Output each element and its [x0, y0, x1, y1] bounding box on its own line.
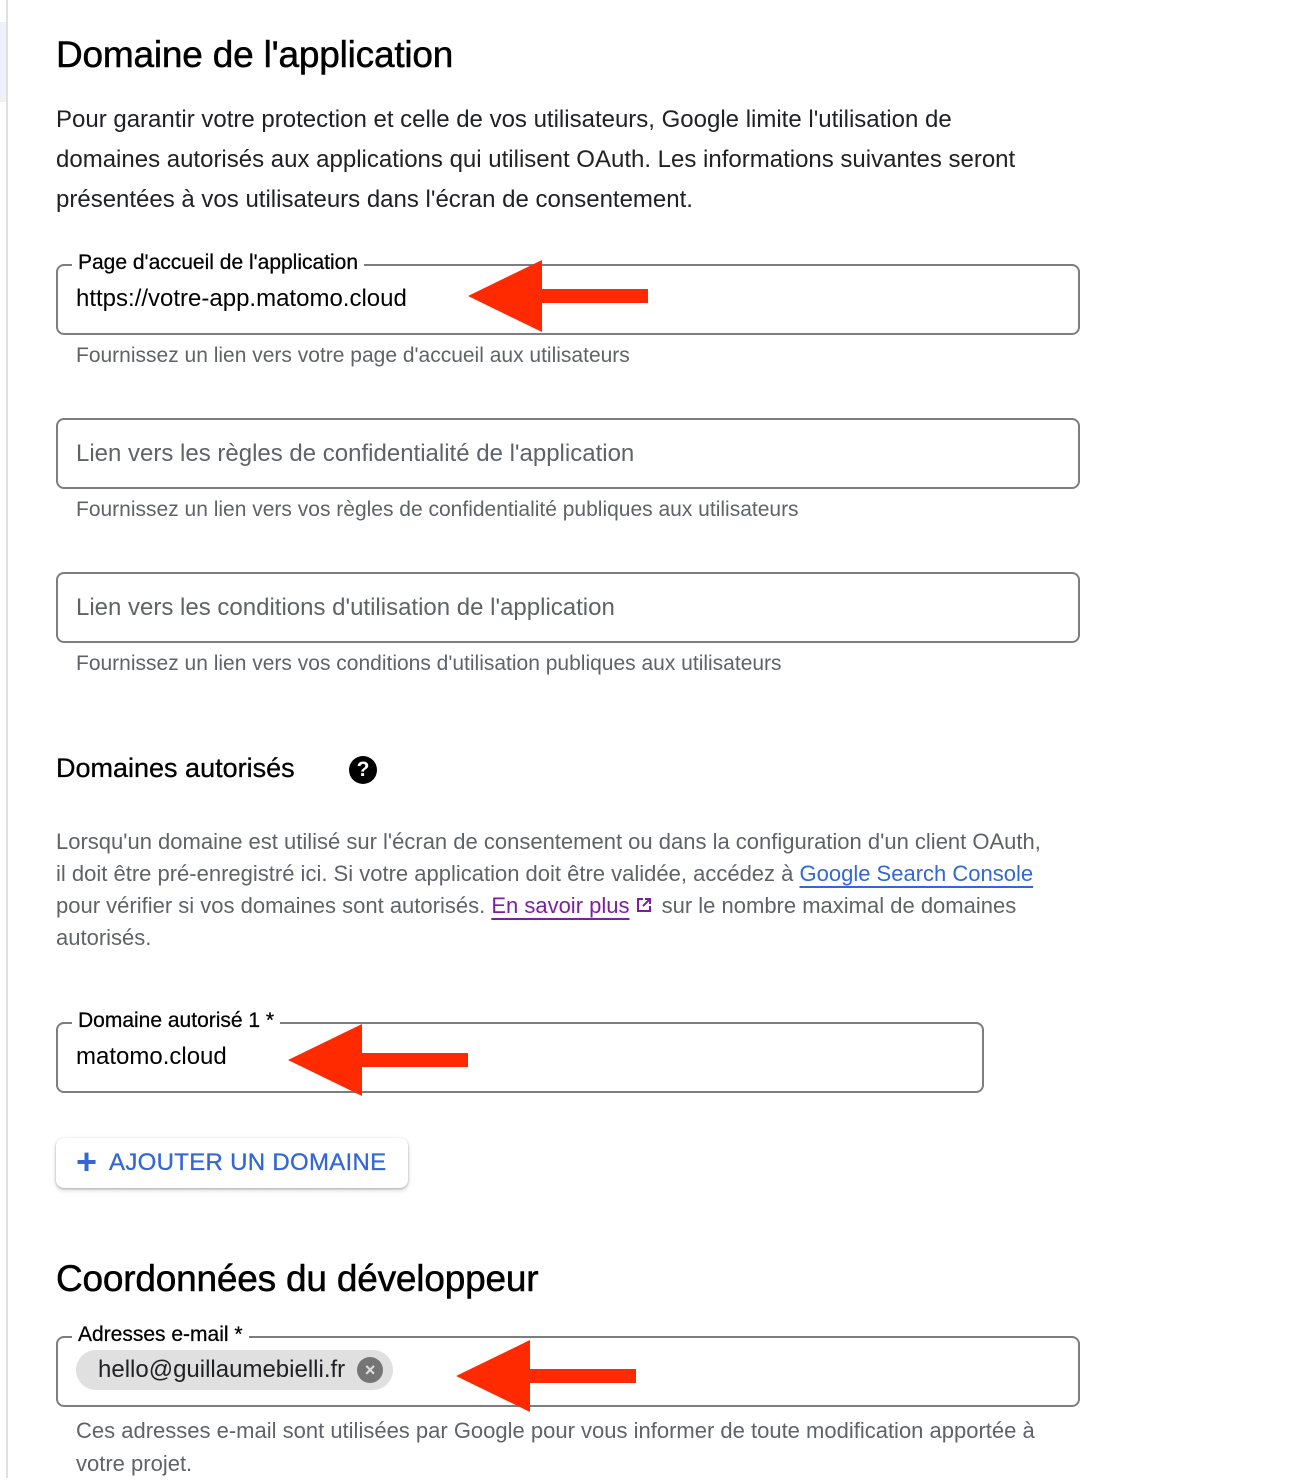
homepage-field-label: Page d'accueil de l'application [72, 251, 364, 275]
app-domain-intro: Pour garantir votre protection et celle de vos utilisateurs, Google limite l'utilisation de domaines autorisés aux applications qui utilisent OAuth. Les informations suivantes seront présentées à vos utilisateurs dans l'écran de consentement. [56, 106, 1016, 213]
homepage-input[interactable]: https://votre-app.matomo.cloud [76, 285, 407, 312]
developer-email-label: Adresses e-mail * [72, 1323, 249, 1347]
left-rail-highlight [0, 22, 6, 102]
privacy-policy-input[interactable]: Lien vers les règles de confidentialité de l'application [76, 440, 635, 467]
terms-of-service-hint: Fournissez un lien vers vos conditions d'utilisation publiques aux utilisateurs [76, 652, 782, 675]
external-link-icon [634, 895, 654, 915]
add-domain-button[interactable] [56, 1138, 408, 1188]
authorized-domains-description [56, 826, 1056, 954]
add-domain-button-label: AJOUTER UN DOMAINE [109, 1149, 387, 1176]
developer-email-field[interactable] [56, 1323, 1080, 1407]
email-chip-text: hello@guillaumebielli.fr [98, 1356, 346, 1383]
developer-email-hint: Ces adresses e-mail sont utilisées par Google pour vous informer de toute modification apportée à votre projet. [76, 1418, 1035, 1476]
chip-remove-icon[interactable]: × [357, 1357, 383, 1383]
help-icon[interactable]: ? [349, 756, 377, 784]
section-title-app-domain: Domaine de l'application [56, 34, 454, 75]
google-search-console-link[interactable]: Google Search Console [799, 861, 1034, 886]
homepage-field[interactable] [56, 251, 1080, 335]
authorized-domain-1-label: Domaine autorisé 1 * [72, 1009, 280, 1033]
terms-of-service-field[interactable] [56, 572, 1080, 643]
learn-more-link[interactable]: En savoir plus [491, 893, 630, 918]
left-rail-divider [0, 0, 8, 1478]
homepage-hint: Fournissez un lien vers votre page d'accueil aux utilisateurs [76, 344, 630, 367]
authorized-domain-1-input[interactable]: matomo.cloud [76, 1043, 227, 1070]
email-chip[interactable] [76, 1350, 393, 1390]
privacy-policy-hint: Fournissez un lien vers vos règles de confidentialité publiques aux utilisateurs [76, 498, 799, 521]
desc-text-2: pour vérifier si vos domaines sont autorisés. [56, 893, 492, 918]
section-title-developer-contact: Coordonnées du développeur [56, 1258, 539, 1299]
section-title-authorized-domains: Domaines autorisés [56, 753, 295, 783]
terms-of-service-input[interactable]: Lien vers les conditions d'utilisation de l'application [76, 594, 615, 621]
desc-text-1: Lorsqu'un domaine est utilisé sur l'écran de consentement ou dans la configuration d'un client OAuth, il doit être pré-enregistré ici. Si votre application doit être validée, accédez à [56, 829, 1041, 886]
authorized-domain-1-field[interactable] [56, 1009, 984, 1093]
plus-icon: + [76, 1140, 98, 1182]
privacy-policy-field[interactable] [56, 418, 1080, 489]
desc-text-3: sur le nombre maximal de domaines autorisés. [56, 893, 1017, 950]
